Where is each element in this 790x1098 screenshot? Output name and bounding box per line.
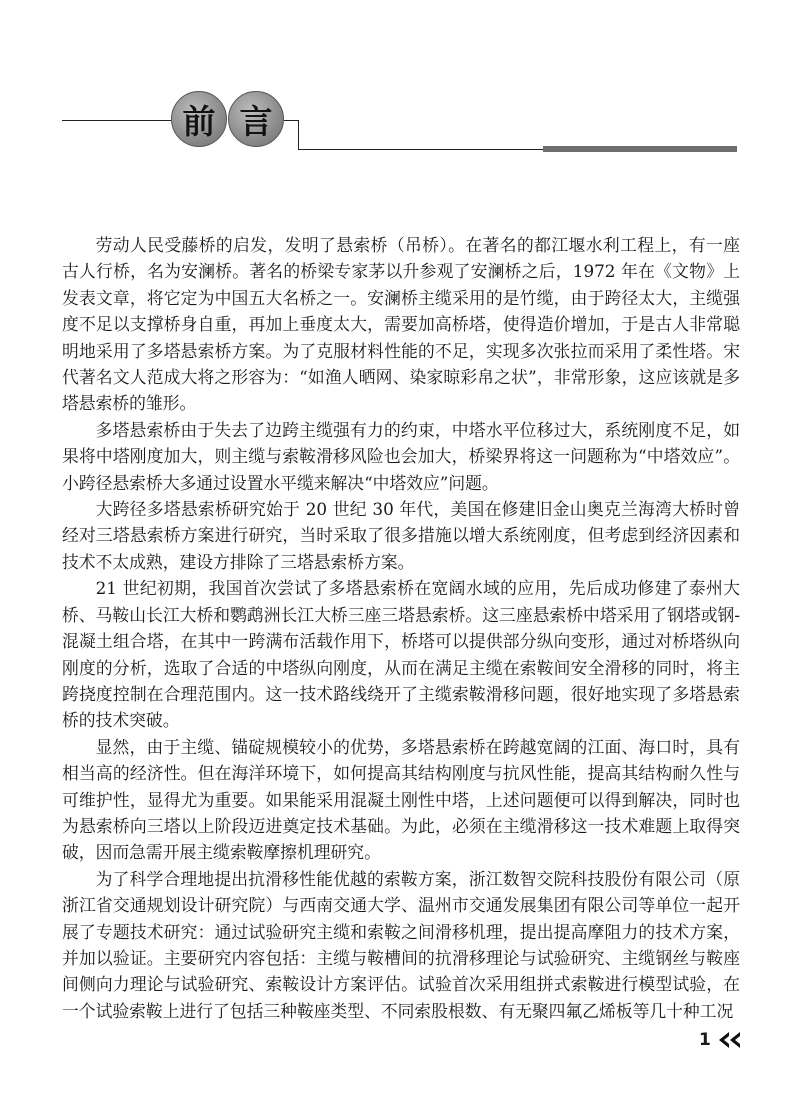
title-disc-1 [171,91,227,147]
title-disc-2 [228,91,284,147]
paragraph-3: 大跨径多塔悬索桥研究始于 20 世纪 30 年代，美国在修建旧金山奥克兰海湾大桥时曾经对三塔悬索桥方案进行研究，当时采取了很多措施以增大系统刚度，但考虑到经济因素和技术不太成熟，建设方排除了三塔悬索桥方案。 [62,499,740,572]
paragraph-6: 为了科学合理地提出抗滑移性能优越的索鞍方案，浙江数智交院科技股份有限公司（原浙江省交通规划设计研究院）与西南交通大学、温州市交通发展集团有限公司等单位一起开展了专题技术研究：通过试验研究主缆和索鞍之间滑移机理，提出提高摩阻力的技术方案，并加以验证。主要研究内容包括：主缆与鞍槽间的抗滑移理论与试验研究、主缆钢丝与鞍座间侧向力理论与试验研究、索鞍设计方案评估。试验首次采用组拼式索鞍进行模型试验，在一个试验索鞍上进行了包括三种鞍座类型、不同索股根数、有无聚四氟乙烯板等几十种工况 [62,868,740,1021]
body-text [62,232,740,1024]
paragraph-2: 多塔悬索桥由于失去了边跨主缆强有力的约束，中塔水平位移过大，系统刚度不足，如果将中塔刚度加大，则主缆与索鞍滑移风险也会加大，桥梁界将这一问题称为“中塔效应”。小跨径悬索桥大多通过设置水平缆来解决“中塔效应”问题。 [62,419,740,493]
page-title-char-1: 前 [182,101,216,141]
header-rule-right-stub [284,120,298,121]
header-bar [543,146,737,152]
page-title-char-2: 言 [239,101,273,141]
double-chevron-left-icon [718,1031,742,1049]
paragraph-5: 显然，由于主缆、锚碇规模较小的优势，多塔悬索桥在跨越宽阔的江面、海口时，具有相当高的经济性。但在海洋环境下，如何提高其结构刚度与抗风性能，提高其结构耐久性与可维护性，显得尤为重要。如果能采用混凝土刚性中塔，上述问题便可以得到解决，同时也为悬索桥向三塔以上阶段迈进奠定技术基础。为此，必须在主缆滑移这一技术难题上取得突破，因而急需开展主缆索鞍摩擦机理研究。 [62,736,740,863]
paragraph-1: 劳动人民受藤桥的启发，发明了悬索桥（吊桥）。在著名的都江堰水利工程上，有一座古人行桥，名为安澜桥。著名的桥梁专家茅以升参观了安澜桥之后，1972 年在《文物》上发表文章，将它定为中国五大名桥之一。安澜桥主缆采用的是竹缆，由于跨径太大，主缆强度不足以支撑桥身自重，再加上垂度太大，需要加高桥塔，使得造价增加，于是古人非常聪明地采用了多塔悬索桥方案。为了克服材料性能的不足，实现多次张拉而采用了柔性塔。宋代著名文人范成大将之形容为：“如渔人晒网、染家晾彩帛之状”，非常形象，这应该就是多塔悬索桥的雏形。 [62,235,740,414]
header-rule-lower [298,149,543,150]
header-rule-left [62,120,174,121]
header-step [298,120,299,150]
paragraph-4: 21 世纪初期，我国首次尝试了多塔悬索桥在宽阔水域的应用，先后成功修建了泰州大桥、马鞍山长江大桥和鹦鹉洲长江大桥三座三塔悬索桥。这三座悬索桥中塔采用了钢塔或钢-混凝土组合塔，在其中一跨满布活载作用下，桥塔可以提供部分纵向变形，通过对桥塔纵向刚度的分析，选取了合适的中塔纵向刚度，从而在满足主缆在索鞍间安全滑移的同时，将主跨挠度控制在合理范围内。这一技术路线绕开了主缆索鞍滑移问题，很好地实现了多塔悬索桥的技术突破。 [62,578,740,731]
page-number: 1 [699,1030,711,1050]
